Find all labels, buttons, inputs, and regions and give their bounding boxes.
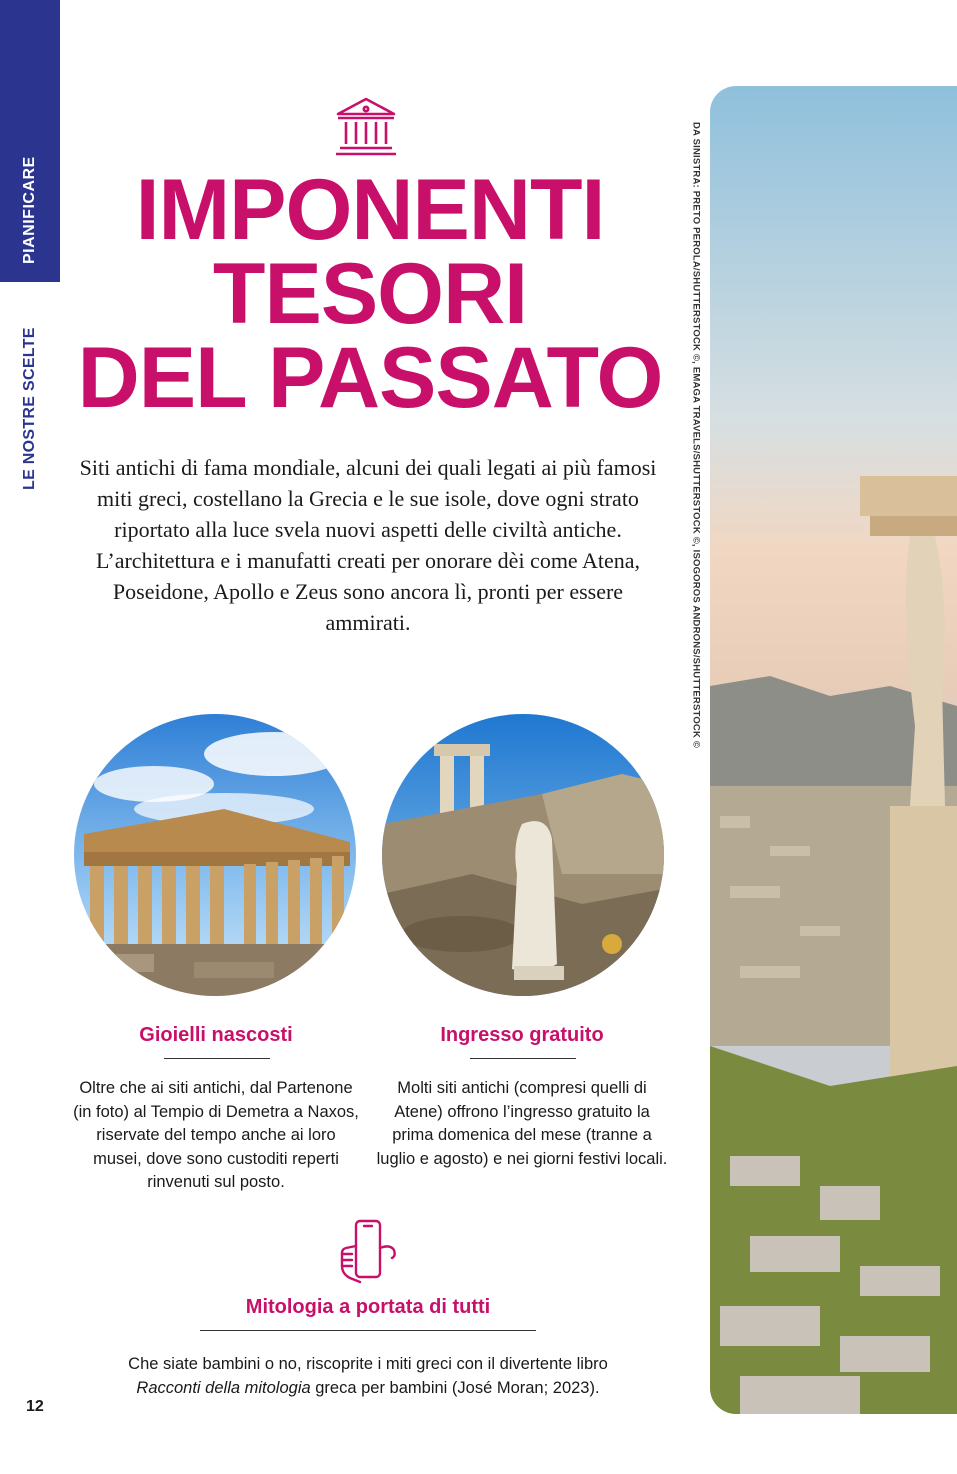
page-title: IMPONENTI TESORI DEL PASSATO	[77, 162, 663, 426]
subsection-label: LE NOSTRE SCELTE	[21, 327, 38, 490]
column-heading-ingresso: Ingresso gratuito	[440, 1024, 604, 1046]
heading-rule	[470, 1058, 576, 1059]
column-text-ingresso: Molti siti antichi (compresi quelli di Atene) offrono l’ingresso gratuito la prima domenica del mese (tranne a luglio e agosto) e nei giorni festivi locali.	[376, 1079, 668, 1168]
book-title: Racconti della mitologia	[136, 1378, 311, 1397]
mitologia-text: Che siate bambini o no, riscoprite i miti greci con il divertente libro Racconti della mitologia greca per bambini (José Moran; 2023).	[128, 1355, 608, 1397]
intro-paragraph: Siti antichi di fama mondiale, alcuni dei quali legati ai più famosi miti greci, costellano la Grecia e le sue isole, dove ogni strato riportato alla luce svela nuovi aspetti delle civiltà antiche. L’architettura e i manufatti creati per onorare dèi come Atena, Poseidone, Apollo e Zeus sono ancora lì, pronti per essere ammirati.	[79, 455, 657, 635]
subsection-tab	[0, 290, 60, 490]
temple-icon	[334, 96, 398, 158]
mitologia-heading: Mitologia a portata di tutti	[245, 1296, 491, 1318]
phone-hand-icon	[336, 1218, 398, 1284]
section-tab	[0, 0, 60, 282]
delos-photo	[382, 714, 664, 996]
page-number: 12	[26, 1398, 44, 1415]
column-text-gioielli: Oltre che ai siti antichi, dal Partenone (in foto) al Tempio di Demetra a Naxos, riservate del tempo anche ai loro musei, dove sono custoditi reperti rinvenuti sul posto.	[73, 1079, 359, 1191]
parthenon-photo	[74, 714, 356, 996]
erechtheion-photo	[710, 86, 957, 1414]
section-label: PIANIFICARE	[21, 156, 38, 264]
heading-rule	[200, 1330, 536, 1331]
column-heading-gioielli: Gioielli nascosti	[139, 1024, 293, 1046]
heading-rule	[164, 1058, 270, 1059]
